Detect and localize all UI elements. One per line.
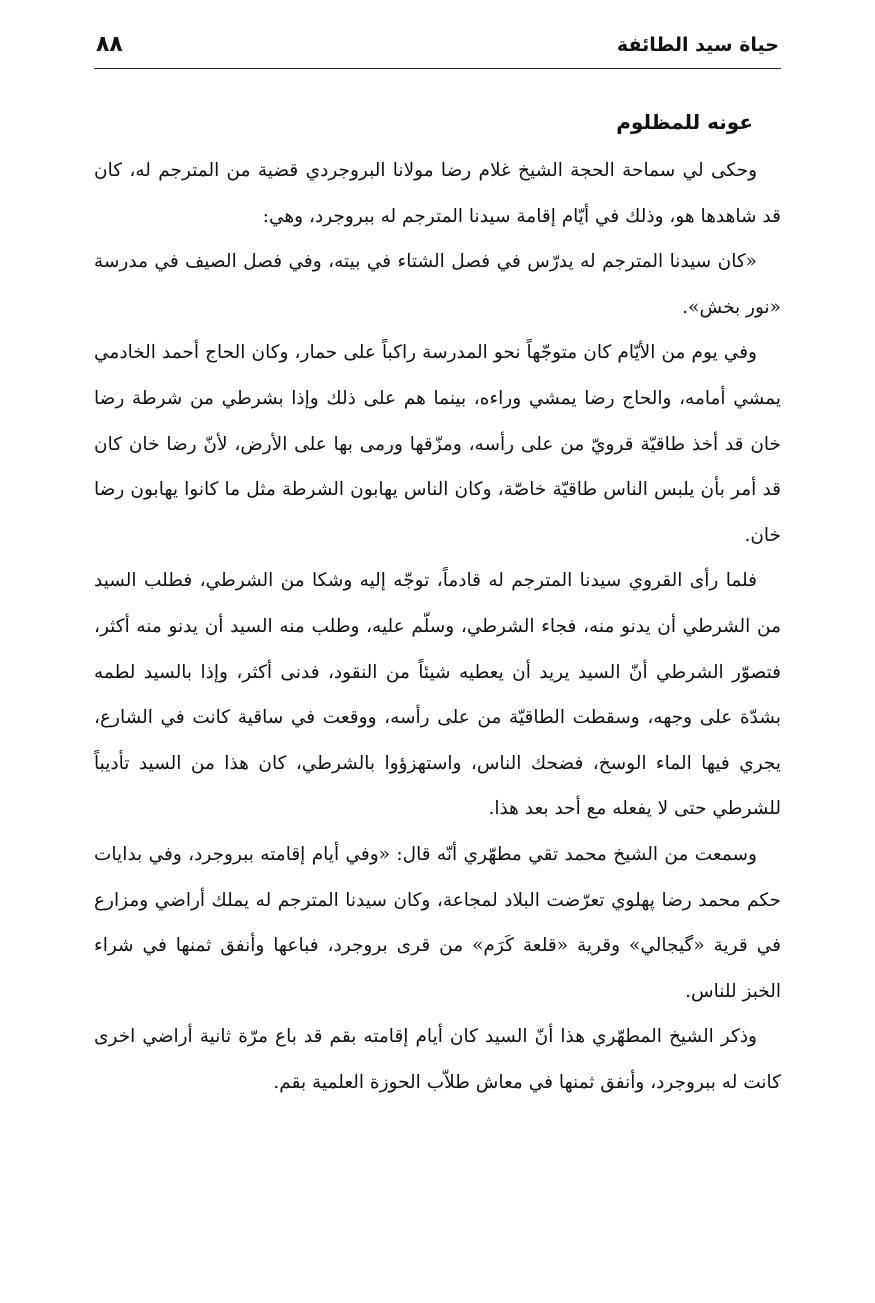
paragraph-1: وحكى لي سماحة الحجة الشيخ غلام رضا مولانا البروجردي قضية من المترجم له، كان قد شاهدها هو، وذلك في أيّام إقامة سيدنا المترجم له ببروجرد، وهي: [94,160,781,227]
page-body [94,102,781,1105]
paragraph-6: وذكر الشيخ المطهّري هذا أنّ السيد كان أيام إقامته بقم قد باع مرّة ثانية أراضي اخرى كانت له ببروجرد، وأنفق ثمنها في معاش طلاّب الحوزة العلمية بقم. [94,1026,781,1093]
paragraph-2: «كان سيدنا المترجم له يدرّس في فصل الشتاء في بيته، وفي فصل الصيف في مدرسة «نور بخش». [94,251,781,318]
paragraph-3: وفي يوم من الأيّام كان متوجّهاً نحو المدرسة راكباً على حمار، وكان الحاج أحمد الخادمي يمشي أمامه، والحاج رضا يمشي وراءه، بينما هم على ذلك وإذا بشرطي من شرطة رضا خان قد أخذ طاقيّة قرويّ من على رأسه، ومزّقها ورمى بها على الأرض، لأنّ رضا خان كان قد أمر بأن يلبس الناس طاقيّة خاصّة، وكان الناس يهابون الشرطة مثل ما كانوا يهابون رضا خان. [94,342,781,546]
paragraph-4: فلما رأى القروي سيدنا المترجم له قادماً، توجّه إليه وشكا من الشرطي، فطلب السيد من الشرطي أن يدنو منه، فجاء الشرطي، وسلّم عليه، وطلب منه السيد أن يدنو منه أكثر، فتصوّر الشرطي أنّ السيد يريد أن يعطيه شيئاً من النقود، فدنى أكثر، وإذا بالسيد لطمه بشدّة على وجهه، وسقطت الطاقيّة من على رأسه، ووقعت في ساقية كانت في الشارع، يجري فيها الماء الوسخ، فضحك الناس، واستهزؤوا بالشرطي، كان هذا من السيد تأديباً للشرطي حتى لا يفعله مع أحد بعد هذا. [94,570,781,820]
running-title: حياة سيد الطائفة [616,34,779,56]
running-header [94,30,781,69]
section-heading: عونه للمظلوم [616,110,753,134]
page-number: ٨٨ [96,32,123,57]
paragraph-5: وسمعت من الشيخ محمد تقي مطهّري أنّه قال: «وفي أيام إقامته ببروجرد، وفي بدايات حكم محمد رضا پهلوي تعرّضت البلاد لمجاعة، وكان سيدنا المترجم له يملك أراضي ومزارع في قرية «گيجالي» وقرية «قلعة كَرَم» من قرى بروجرد، فباعها وأنفق ثمنها في شراء الخبز للناس. [94,843,781,1002]
